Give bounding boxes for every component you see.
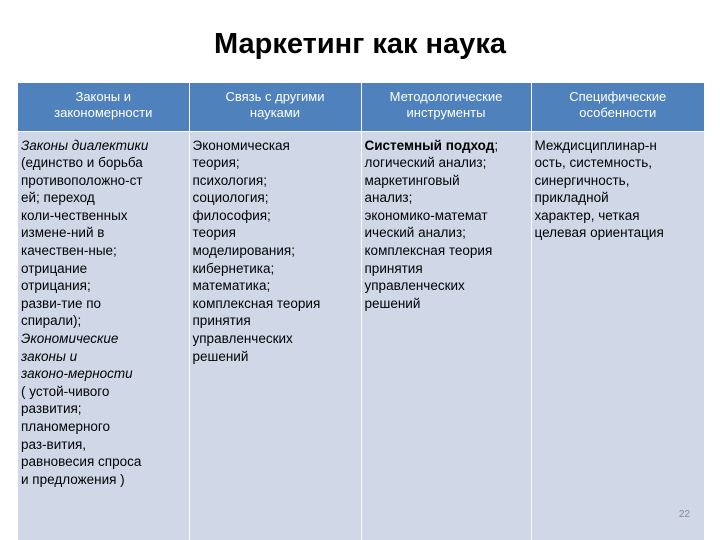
header-text: особенности xyxy=(579,105,657,120)
header-text: инструменты xyxy=(406,105,486,120)
cell-line: решений xyxy=(192,348,249,364)
cell-line: законы и xyxy=(21,348,78,364)
cell-laws xyxy=(18,131,189,540)
header-text: Связь с другими xyxy=(225,89,325,104)
cell-line: решений xyxy=(364,295,421,311)
cell-line: кибернетика; xyxy=(192,260,275,276)
cell-methods xyxy=(361,131,531,540)
cell-line: управленческих xyxy=(364,278,465,294)
cell-line: спирали); xyxy=(21,313,82,329)
cell-line: комплексная теория xyxy=(364,243,493,259)
cell-line: комплексная теория xyxy=(192,295,321,311)
table-row xyxy=(18,131,704,540)
cell-line: принятия xyxy=(364,260,423,276)
header-features xyxy=(531,83,704,131)
systems-approach-suffix: ; xyxy=(494,137,499,153)
cell-line: Законы диалектики xyxy=(21,137,149,153)
cell-line: ей; переход xyxy=(21,190,95,206)
cell-line: развития; xyxy=(21,401,82,417)
cell-line: раз-вития, xyxy=(21,436,87,452)
header-text: Специфические xyxy=(569,89,667,104)
slide-title: Маркетинг как наука xyxy=(214,28,506,60)
cell-line: ический анализ; xyxy=(364,225,466,241)
cell-line: измене-ний в xyxy=(21,225,105,241)
cell-line: психология; xyxy=(192,172,267,188)
cell-line: равновесия спроса xyxy=(21,454,142,470)
cell-line: характер, четкая xyxy=(534,207,640,223)
cell-line: моделирования; xyxy=(192,243,295,259)
cell-line: целевая ориентация xyxy=(534,225,664,241)
cell-line: синергичность, xyxy=(534,172,630,188)
systems-approach-label: Системный подход xyxy=(364,137,495,153)
header-laws xyxy=(18,83,189,131)
cell-line: противоположно-ст xyxy=(21,172,143,188)
cell-line: теория; xyxy=(192,155,240,171)
cell-line: Междисциплинар-н xyxy=(534,137,657,153)
cell-line: теория xyxy=(192,225,236,241)
cell-line: логический анализ; xyxy=(364,155,487,171)
cell-line: прикладной xyxy=(534,190,609,206)
cell-line xyxy=(365,137,528,155)
cell-line: социология; xyxy=(192,190,269,206)
header-text: закономерности xyxy=(54,105,153,120)
cell-line: математика; xyxy=(192,278,271,294)
cell-line: принятия xyxy=(192,313,251,329)
header-methods xyxy=(361,83,531,131)
cell-line: качествен-ные; xyxy=(21,243,117,259)
cell-line: анализ; xyxy=(364,190,413,206)
cell-line: маркетинговый xyxy=(364,172,460,188)
cell-line: ( устой-чивого xyxy=(21,383,110,399)
cell-line: Экономические xyxy=(21,331,119,347)
header-text: науками xyxy=(249,105,301,120)
cell-line: коли-чественных xyxy=(21,207,128,223)
cell-line: экономико-математ xyxy=(364,207,488,223)
page-number: 22 xyxy=(678,509,690,520)
cell-line: управленческих xyxy=(192,331,293,347)
cell-line: философия; xyxy=(192,207,271,223)
cell-line: ость, системность, xyxy=(534,155,653,171)
cell-line: планомерного xyxy=(21,419,111,434)
header-relations xyxy=(189,83,361,131)
cell-relations xyxy=(189,131,361,540)
header-text: Методологические xyxy=(389,89,503,104)
table-header-row xyxy=(18,83,704,131)
cell-line: законо-мерности xyxy=(21,366,133,382)
header-text: Законы и xyxy=(75,89,132,104)
marketing-table xyxy=(18,83,704,540)
cell-line: разви-тие по xyxy=(21,295,102,311)
cell-line: отрицание xyxy=(21,260,88,276)
cell-line: и предложения ) xyxy=(21,471,125,487)
cell-line: отрицания; xyxy=(21,278,91,294)
cell-line: (единство и борьба xyxy=(21,155,143,171)
cell-features xyxy=(531,131,704,540)
cell-line: Экономическая xyxy=(192,137,290,153)
